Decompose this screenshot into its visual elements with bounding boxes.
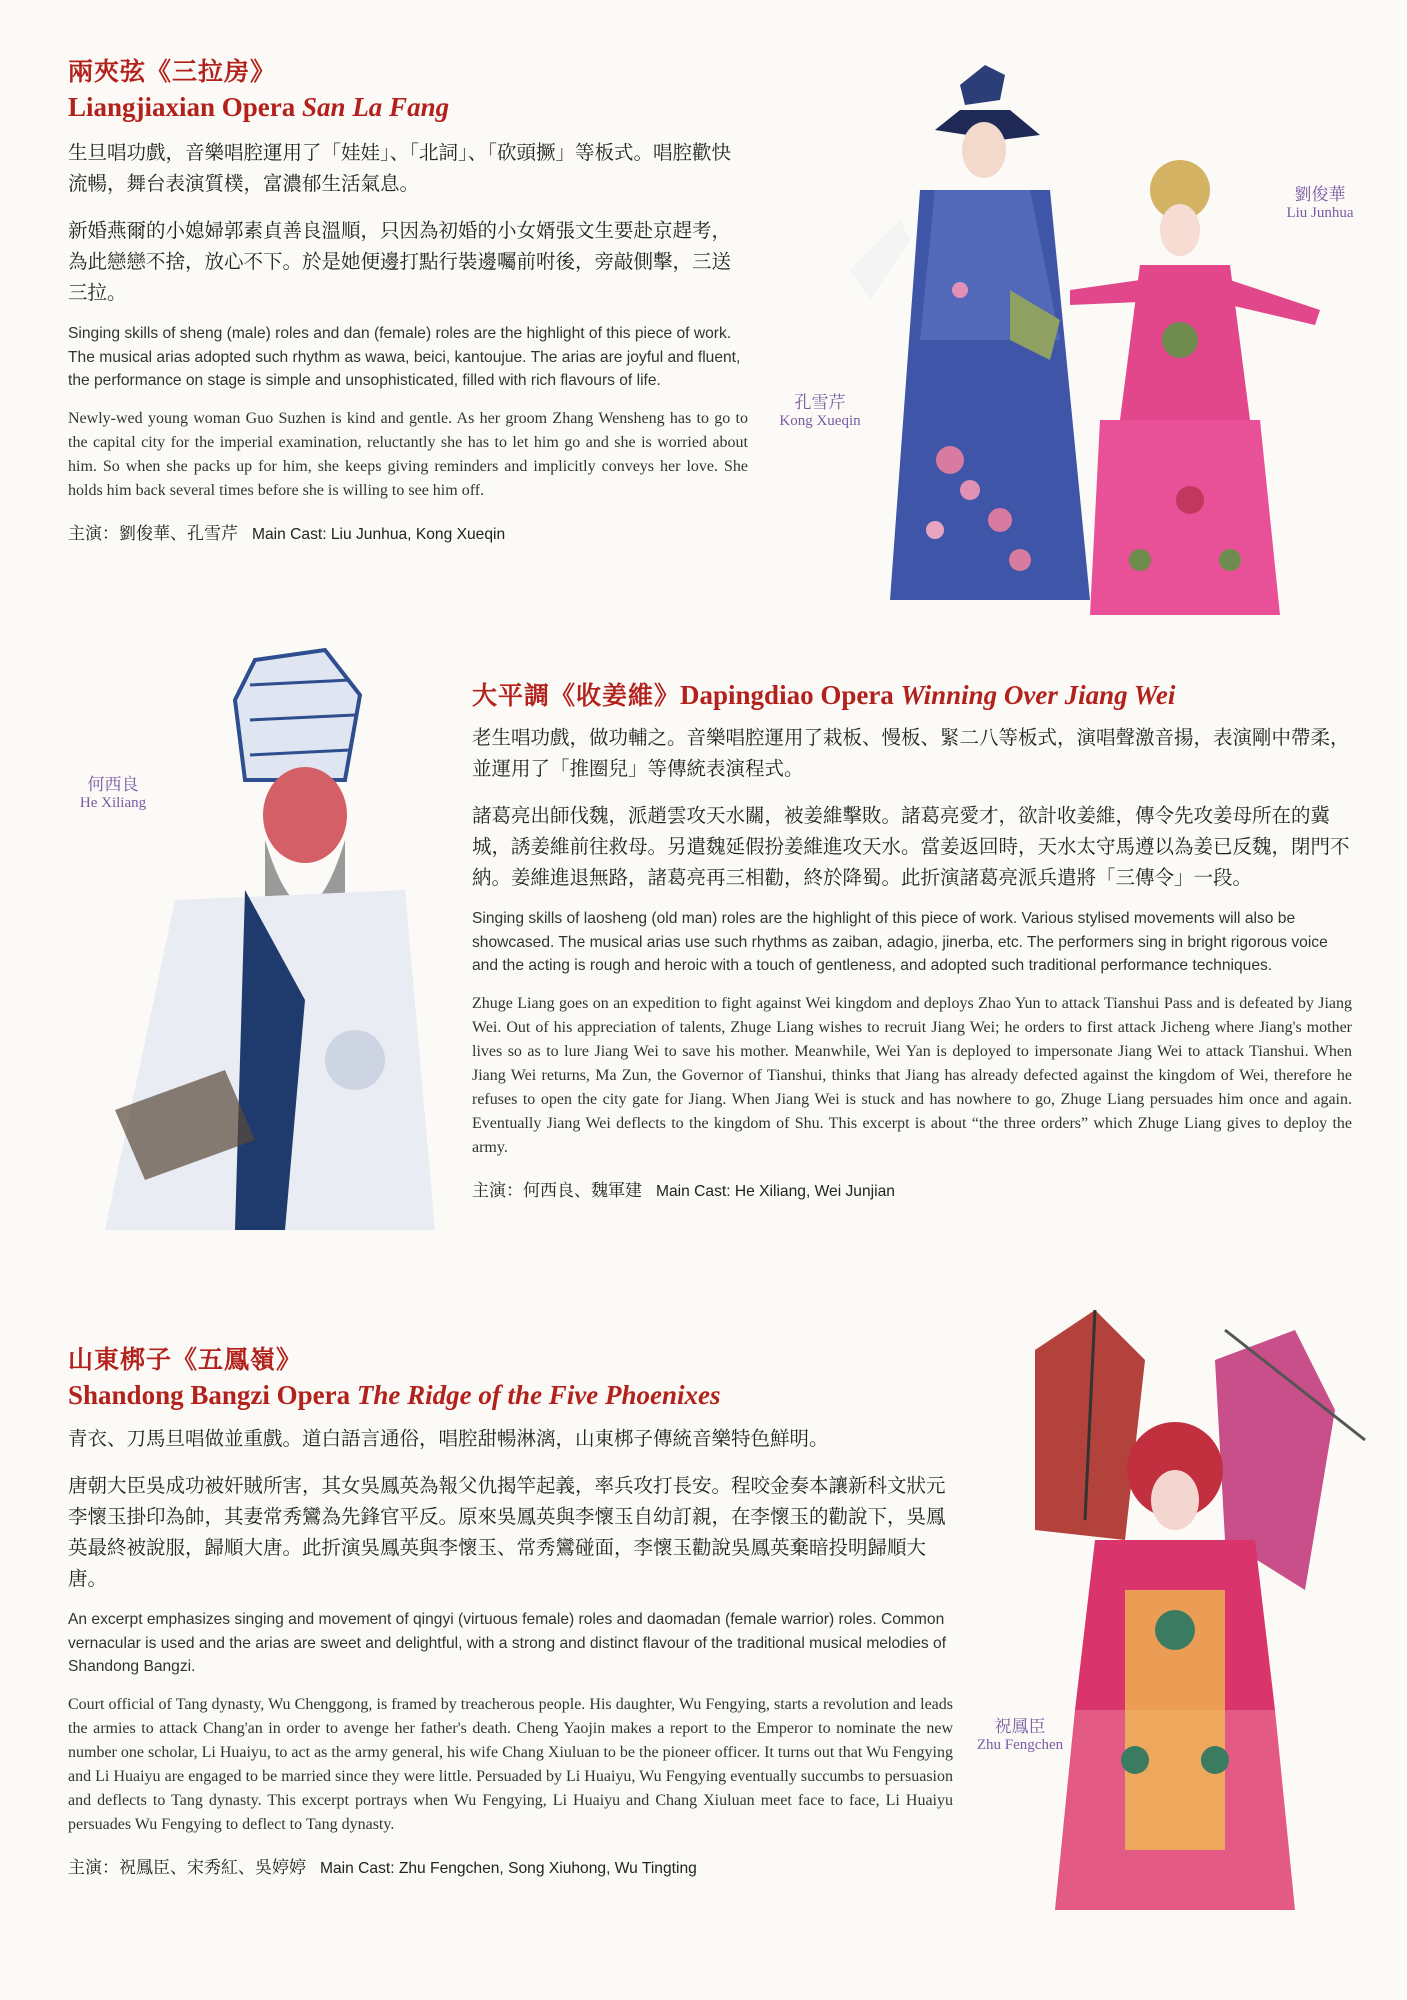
- main-cast-en: Main Cast: Zhu Fengchen, Song Xiuhong, Wu Tingting: [320, 1859, 697, 1877]
- section-title-en-plain: Dapingdiao Opera: [680, 680, 901, 710]
- main-cast: [68, 1853, 953, 1878]
- section-san-la-fang: [68, 52, 748, 544]
- section-title-zh: 大平調《收姜維》: [472, 681, 681, 710]
- performers-illustration: [760, 40, 1390, 630]
- main-cast-zh: 主演：劉俊華、孔雪芹: [68, 523, 238, 544]
- section-five-phoenixes: [68, 1340, 953, 1878]
- section-title-en-italic: San La Fang: [302, 92, 450, 122]
- main-cast-zh: 主演：何西良、魏軍建: [472, 1180, 642, 1201]
- photo-five-phoenixes: [975, 1290, 1395, 1930]
- paragraph-zh-summary: 生旦唱功戲，音樂唱腔運用了「娃娃」、「北詞」、「砍頭撅」等板式。唱腔歡快流暢，舞台表演質樸，富濃郁生活氣息。: [68, 141, 732, 195]
- paragraph-en-summary: An excerpt emphasizes singing and movement of qingyi (virtuous female) roles and daomadan (female warrior) roles. Common vernacular is used and the arias are sweet and delightful, with a strong and distinct flavour of the traditional musical melodies of Shandong Bangzi.: [68, 1611, 947, 1675]
- photo-san-la-fang: [760, 40, 1390, 630]
- main-cast: [68, 519, 748, 544]
- section-title-en: [68, 1380, 953, 1411]
- section-title-en-italic: The Ridge of the Five Phoenixes: [356, 1380, 721, 1410]
- paragraph-zh-story: 諸葛亮出師伐魏，派趙雲攻天水關，被姜維擊敗。諸葛亮愛才，欲計收姜維，傳令先攻姜母所在的冀城，誘姜維前往救母。另遣魏延假扮姜維進攻天水。當姜返回時，天水太守馬遵以為姜已反魏，閉門不納。姜維進退無路，諸葛亮再三相勸，終於降蜀。此折演諸葛亮派兵遣將「三傳令」一段。: [472, 804, 1350, 889]
- paragraph-zh-summary: 老生唱功戲，做功輔之。音樂唱腔運用了栽板、慢板、緊二八等板式，演唱聲激音揚，表演剛中帶柔，並運用了「推圈兒」等傳統表演程式。: [472, 726, 1350, 780]
- paragraph-en-story: Zhuge Liang goes on an expedition to fight against Wei kingdom and deploys Zhao Yun to attack Tianshui Pass and is defeated by Jiang Wei. Out of his appreciation of talents, Zhuge Liang wishes to recruit Jiang Wei; he orders to first attack Jicheng where Jiang's mother lives so as to lure Jiang Wei to save his mother. Meanwhile, Wei Yan is deployed to impersonate Jiang Wei to attack Tianshui. When Jiang Wei returns, Ma Zun, the Governor of Tianshui, thinks that Jiang has already defected against the kingdom of Wei, therefore he refuses to open the city gate for Jiang. When Jiang Wei is stuck and has nowhere to go, Zhuge Liang persuades him once and again. Eventually Jiang Wei deflects to the kingdom of Shu. This excerpt is about “the three orders” which Zhuge Liang gives to deploy the army.: [472, 994, 1352, 1156]
- performer-liu-junhua: [1070, 160, 1320, 615]
- caption-liu-junhua-en: Liu Junhua: [1286, 205, 1354, 221]
- section-title-en: [68, 92, 748, 123]
- main-cast: [472, 1176, 1352, 1201]
- paragraph-zh-story: 新婚燕爾的小媳婦郭素貞善良溫順，只因為初婚的小女婿張文生要赴京趕考，為此戀戀不捨，放心不下。於是她便邊打點行裝邊囑前咐後，旁敲側擊，三送三拉。: [68, 219, 732, 304]
- performer-zhu-fengchen-illustration: [975, 1290, 1395, 1930]
- caption-zhu-fengchen: [955, 1712, 1085, 1754]
- main-cast-en: Main Cast: He Xiliang, Wei Junjian: [656, 1182, 895, 1200]
- paragraph-en-story: Newly-wed young woman Guo Suzhen is kind and gentle. As her groom Zhang Wensheng has to go to the capital city for the imperial examination, reluctantly she has to let him go and she is worried about him. So when she packs up for him, she keeps giving reminders and implicitly conveys her love. She holds him back several times before she is willing to see him off.: [68, 409, 748, 499]
- section-title-zh: 山東梆子《五鳳嶺》: [68, 1345, 303, 1374]
- main-cast-zh: 主演：祝鳳臣、宋秀紅、吳婷婷: [68, 1857, 306, 1878]
- performer-he-xiliang-illustration: [75, 640, 445, 1230]
- section-title-en-italic: Winning Over Jiang Wei: [900, 680, 1176, 710]
- caption-kong-xueqin-en: Kong Xueqin: [779, 413, 861, 429]
- section-jiang-wei: [472, 676, 1352, 1201]
- caption-zhu-fengchen-en: Zhu Fengchen: [976, 1737, 1064, 1753]
- paragraph-en-summary: Singing skills of laosheng (old man) roles are the highlight of this piece of work. Various stylised movements will also be showcased. The musical arias use such rhythms as zaiban, adagio, jinerba, etc. The performers sing in bright rigorous voice and the acting is rough and heroic with a touch of gentleness, and adopted such traditional performance techniques.: [472, 910, 1328, 974]
- caption-he-xiliang-en: He Xiliang: [79, 795, 147, 811]
- caption-liu-junhua-zh: 劉俊華: [1294, 185, 1346, 205]
- section-title-en-plain: Shandong Bangzi Opera: [68, 1380, 357, 1410]
- paragraph-zh-summary: 青衣、刀馬旦唱做並重戲。道白語言通俗，唱腔甜暢淋漓，山東梆子傳統音樂特色鮮明。: [68, 1427, 829, 1450]
- caption-liu-junhua: [1260, 180, 1380, 222]
- caption-kong-xueqin-zh: 孔雪芹: [794, 393, 846, 413]
- paragraph-en-summary: Singing skills of sheng (male) roles and dan (female) roles are the highlight of this piece of work. The musical arias adopted such rhythm as wawa, beici, kantoujue. The arias are joyful and fluent, the performance on stage is simple and unsophisticated, filled with rich flavours of life.: [68, 325, 741, 389]
- section-title: [472, 676, 1352, 712]
- main-cast-en: Main Cast: Liu Junhua, Kong Xueqin: [252, 525, 506, 543]
- paragraph-en-story: Court official of Tang dynasty, Wu Chenggong, is framed by treacherous people. His daughter, Wu Fengying, starts a revolution and leads the armies to attack Chang'an in order to avenge her father's death. Cheng Yaojin makes a report to the Emperor to nominate the new number one scholar, Li Huaiyu, to act as the army general, his wife Chang Xiuluan to be the pioneer officer. It turns out that Wu Fengying and Li Huaiyu are engaged to be married since they were little. Persuaded by Li Huaiyu, Wu Fengying eventually succumbs to persuasion and deflects to Tang dynasty. This excerpt portrays when Wu Fengying, Li Huaiyu and Chang Xiuluan meet face to face, Li Huaiyu persuades Wu Fengying to deflect to Tang dynasty.: [68, 1695, 953, 1833]
- section-title-en-plain: Liangjiaxian Opera: [68, 92, 303, 122]
- caption-zhu-fengchen-zh: 祝鳳臣: [994, 1717, 1046, 1737]
- performer-kong-xueqin: [850, 65, 1090, 600]
- caption-he-xiliang: [48, 770, 178, 812]
- caption-he-xiliang-zh: 何西良: [87, 775, 139, 795]
- photo-jiang-wei: [75, 640, 445, 1230]
- section-title-zh: 兩夾弦《三拉房》: [68, 57, 277, 86]
- caption-kong-xueqin: [760, 388, 880, 430]
- paragraph-zh-story: 唐朝大臣吳成功被奸賊所害，其女吳鳳英為報父仇揭竿起義，率兵攻打長安。程咬金奏本讓新科文狀元李懷玉掛印為帥，其妻常秀鸞為先鋒官平反。原來吳鳳英與李懷玉自幼訂親，在李懷玉的勸說下，吳鳳英最終被說服，歸順大唐。此折演吳鳳英與李懷玉、常秀鸞碰面，李懷玉勸說吳鳳英棄暗投明歸順大唐。: [68, 1474, 946, 1590]
